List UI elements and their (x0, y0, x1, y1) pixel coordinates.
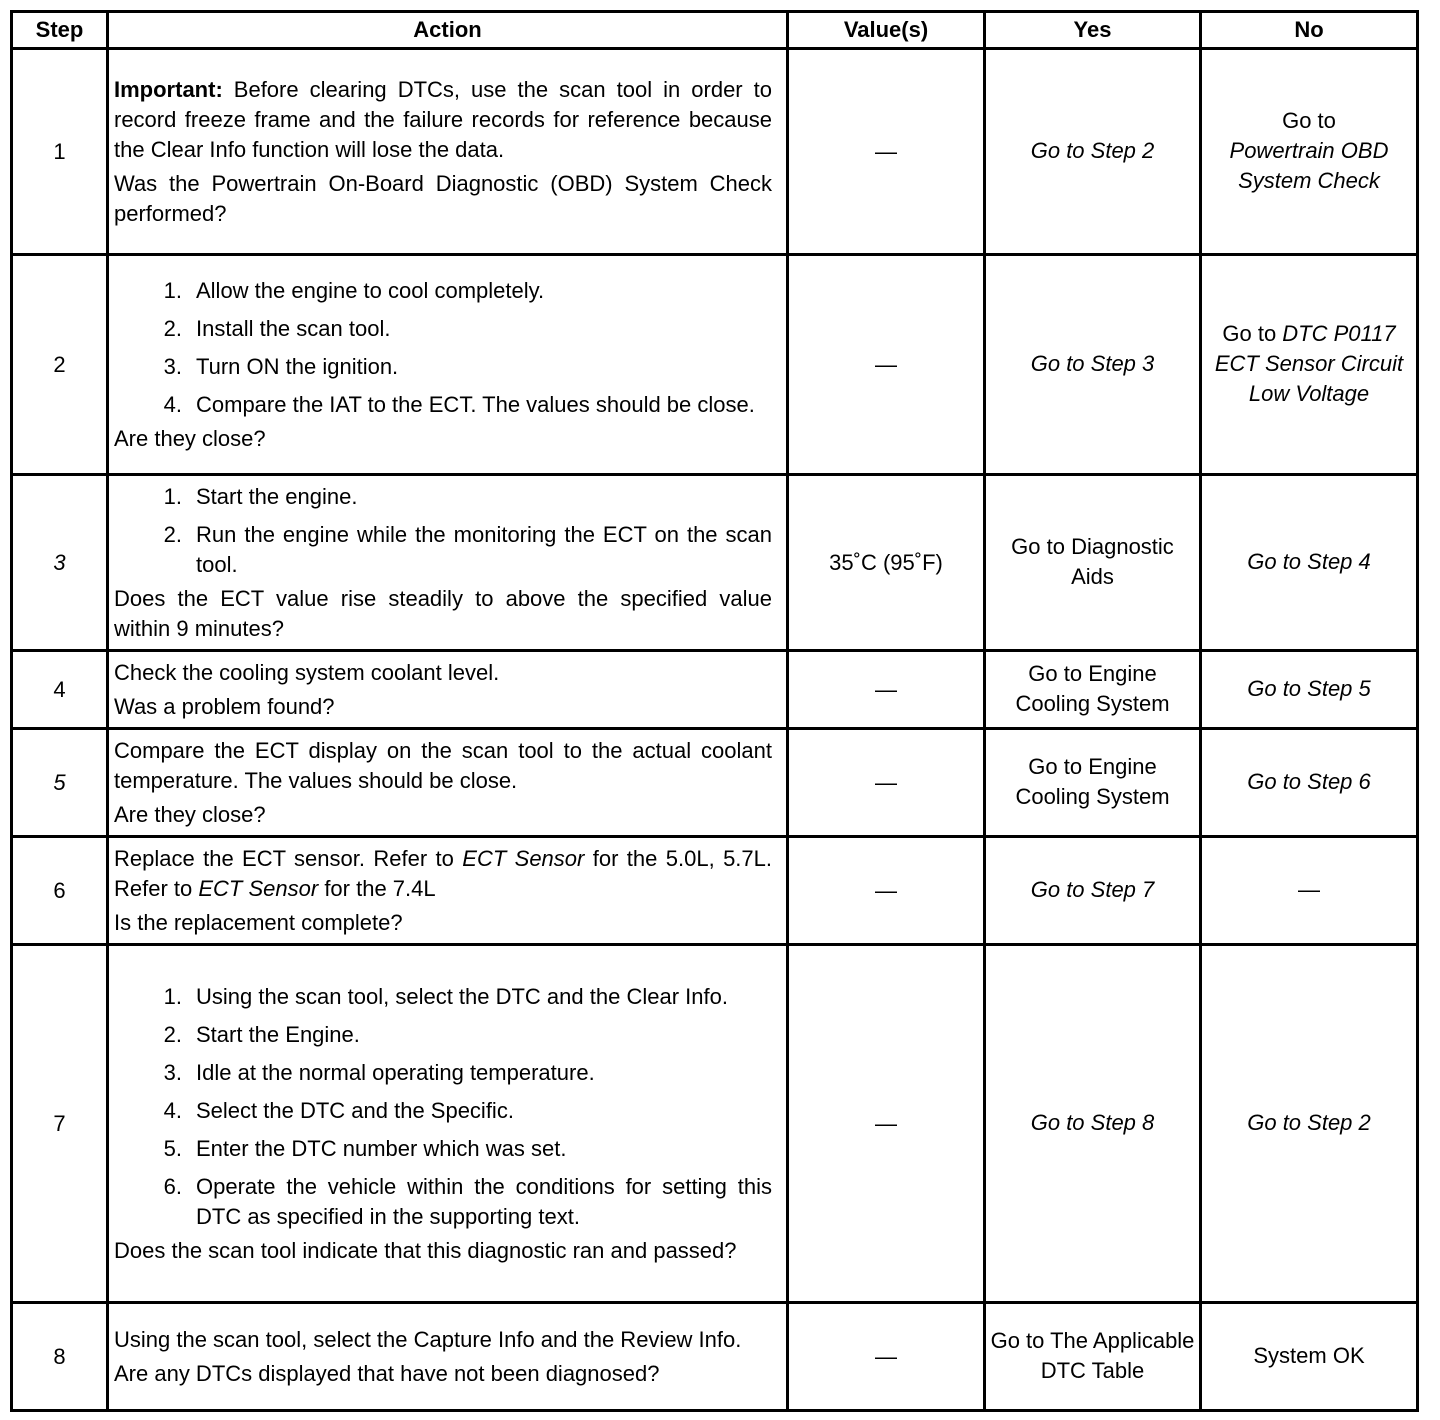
value-cell: — (788, 729, 985, 837)
action-question: Are they close? (114, 801, 266, 827)
value-cell: — (788, 1303, 985, 1411)
action-question: Was a problem found? (114, 693, 335, 719)
list-item: 2. Start the Engine. (163, 1021, 360, 1047)
step-number: 6 (12, 837, 108, 945)
table-row (12, 837, 1418, 945)
yes-cell: Go to Step 3 (985, 255, 1201, 475)
step-number: 1 (12, 49, 108, 255)
action-steps (114, 482, 772, 580)
diagnostic-table-container (10, 10, 1419, 1412)
list-item: 2. Install the scan tool. (163, 315, 391, 341)
action-cell (108, 837, 788, 945)
step-number: 7 (12, 945, 108, 1303)
value-cell: — (788, 945, 985, 1303)
no-link: DTC P0117 ECT Sensor Circuit Low Voltage (1214, 320, 1404, 406)
action-cell (108, 49, 788, 255)
action-text: Check the cooling system coolant level. (114, 659, 500, 685)
yes-cell: Go to The Applicable DTC Table (985, 1303, 1201, 1411)
action-cell (108, 1303, 788, 1411)
action-steps (114, 982, 772, 1232)
table-row (12, 651, 1418, 729)
table-row (12, 945, 1418, 1303)
header-no: No (1201, 12, 1418, 49)
action-cell (108, 475, 788, 651)
value-cell: — (788, 49, 985, 255)
diagnostic-table (10, 10, 1419, 1412)
list-item: 3. Turn ON the ignition. (163, 353, 399, 379)
value-cell: — (788, 837, 985, 945)
action-cell (108, 945, 788, 1303)
value-cell: — (788, 255, 985, 475)
no-cell (1201, 49, 1418, 255)
list-item: 4. Compare the IAT to the ECT. The values should be close. (163, 391, 755, 417)
action-cell (108, 651, 788, 729)
table-row (12, 255, 1418, 475)
yes-cell: Go to Step 8 (985, 945, 1201, 1303)
action-question: Is the replacement complete? (114, 909, 403, 935)
no-cell: Go to Step 6 (1201, 729, 1418, 837)
step-number: 3 (12, 475, 108, 651)
list-item: 1. Allow the engine to cool completely. (163, 277, 545, 303)
step-number: 4 (12, 651, 108, 729)
header-step: Step (12, 12, 108, 49)
action-text: Using the scan tool, select the Capture Info and the Review Info. (114, 1326, 742, 1352)
no-cell: — (1201, 837, 1418, 945)
yes-cell: Go to Engine Cooling System (985, 729, 1201, 837)
no-cell: Go to Step 5 (1201, 651, 1418, 729)
no-prefix: Go to (1222, 320, 1283, 346)
value-cell: 35˚C (95˚F) (788, 475, 985, 651)
action-cell (108, 255, 788, 475)
yes-cell: Go to Engine Cooling System (985, 651, 1201, 729)
no-prefix: Go to (1282, 107, 1336, 133)
list-item: 1. Start the engine. (163, 483, 358, 509)
ect-sensor-link: ECT Sensor (462, 845, 585, 871)
table-row (12, 729, 1418, 837)
header-values: Value(s) (788, 12, 985, 49)
list-item: 4. Select the DTC and the Specific. (163, 1097, 514, 1123)
important-text: Before clearing DTCs, use the scan tool in order to record freeze frame and the failure records for reference because the Clear Info function will lose the data. (114, 76, 772, 162)
action-question: Are they close? (114, 425, 266, 451)
action-question: Does the ECT value rise steadily to above the specified value within 9 minutes? (114, 585, 772, 641)
yes-cell: Go to Step 7 (985, 837, 1201, 945)
step-number: 8 (12, 1303, 108, 1411)
step-number: 5 (12, 729, 108, 837)
header-row (12, 12, 1418, 49)
no-cell: System OK (1201, 1303, 1418, 1411)
ect-sensor-link: ECT Sensor (198, 875, 319, 901)
no-cell (1201, 255, 1418, 475)
yes-cell: Go to Step 2 (985, 49, 1201, 255)
table-row (12, 1303, 1418, 1411)
important-note (114, 75, 772, 165)
step-number: 2 (12, 255, 108, 475)
yes-cell: Go to Diagnostic Aids (985, 475, 1201, 651)
action-question: Does the scan tool indicate that this diagnostic ran and passed? (114, 1237, 737, 1263)
action-text: Replace the ECT sensor. Refer to ECT Sensor for the 5.0L, 5.7L. Refer to ECT Sensor for the 7.4L (114, 845, 772, 901)
no-cell: Go to Step 4 (1201, 475, 1418, 651)
action-text: Compare the ECT display on the scan tool to the actual coolant temperature. The values should be close. (114, 737, 772, 793)
action-question: Are any DTCs displayed that have not been diagnosed? (114, 1360, 660, 1386)
table-row (12, 49, 1418, 255)
action-question: Was the Powertrain On-Board Diagnostic (OBD) System Check performed? (114, 170, 772, 226)
list-item: 3. Idle at the normal operating temperature. (163, 1059, 595, 1085)
list-item: 1. Using the scan tool, select the DTC and the Clear Info. (163, 983, 728, 1009)
header-action: Action (108, 12, 788, 49)
table-row (12, 475, 1418, 651)
no-cell: Go to Step 2 (1201, 945, 1418, 1303)
list-item: 5. Enter the DTC number which was set. (163, 1135, 567, 1161)
header-yes: Yes (985, 12, 1201, 49)
value-cell: — (788, 651, 985, 729)
action-cell (108, 729, 788, 837)
action-steps (114, 276, 772, 420)
important-label: Important: (114, 76, 223, 102)
list-item: 6. Operate the vehicle within the conditions for setting this DTC as specified in the supporting text. (163, 1173, 772, 1229)
no-link: Powertrain OBD System Check (1229, 137, 1389, 193)
list-item: 2. Run the engine while the monitoring the ECT on the scan tool. (163, 521, 772, 577)
